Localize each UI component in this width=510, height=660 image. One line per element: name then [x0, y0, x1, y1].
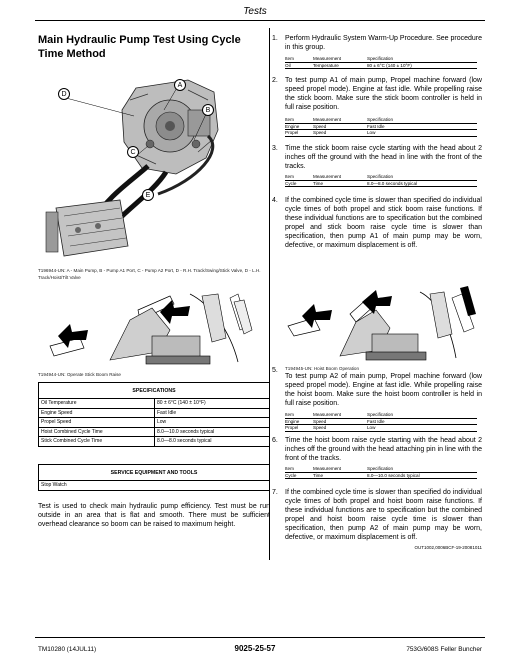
spec-measurement: Temperature [313, 62, 339, 68]
col-measurement: Measurement [313, 466, 342, 471]
col-item: Item [285, 174, 294, 179]
figure2-caption: T194944-UN: Operate Stick Boom Raise [38, 372, 121, 377]
col-specification: Specification [367, 412, 394, 417]
section-header: Tests [243, 6, 267, 17]
step-5-body [285, 366, 482, 408]
col-specification: Specification [367, 117, 394, 122]
service-tools-heading: SERVICE EQUIPMENT AND TOOLS [39, 465, 270, 481]
spec-measurement: Speed [313, 130, 327, 135]
step-text: To test pump A2 of main pump, Propel machine forward (low speed propel mode). Engine at fast idle. While propelling raise the hoist boom. Make sure the hoist boom controller is held in full raise position. [285, 373, 482, 407]
spec-label: Hoist Combined Cycle Time [39, 427, 155, 437]
step-1 [272, 34, 482, 52]
spec-label: Engine Speed [39, 408, 155, 418]
col-measurement: Measurement [313, 412, 342, 417]
callout-b: B [202, 104, 214, 116]
spec-item: Propel [285, 130, 299, 135]
spec-value: Fast Idle [367, 123, 385, 129]
spec-table-step-5 [285, 412, 477, 432]
spec-value: Low [367, 425, 376, 430]
table-row [39, 427, 270, 437]
spec-value: 8.0—8.0 seconds typical [155, 437, 270, 447]
step-2 [272, 76, 482, 112]
spec-table-step-2 [285, 117, 477, 137]
step-number: 4. [272, 197, 278, 204]
hoist-boom-operation-figure [280, 284, 480, 368]
spec-table-step-1 [285, 56, 477, 69]
step-text: If the combined cycle time is slower than specified do individual cycle times of both propel and stick boom raise functions. If these individual functions are to specification but the combined propel and stick boom raise cycle time is slower than specification, then pump A1 of main pump may be worn, defective, or maximum displacement is off. [285, 197, 482, 249]
header-rule [35, 20, 485, 21]
table-row [39, 481, 270, 491]
table-row [39, 418, 270, 428]
col-item: Item [285, 56, 294, 61]
service-tools-table [38, 464, 270, 491]
callout-d: D [58, 88, 70, 100]
col-measurement: Measurement [313, 117, 342, 122]
spec-item: Engine [285, 418, 300, 424]
spec-value: 8.0—10.0 seconds typical [367, 472, 420, 478]
footer-manual-id: TM10280 (14JUL11) [38, 646, 97, 653]
table-row [39, 399, 270, 409]
step-7 [272, 488, 482, 542]
footer-machine-model: 753G/608S Feller Buncher [406, 646, 482, 653]
spec-item: Propel [285, 425, 299, 430]
step-text: To test pump A1 of main pump, Propel machine forward (low speed propel mode). Engine at fast idle. While propelling raise the stick boom. Make sure the stick boom controller is held in full raise position. [285, 77, 482, 111]
specifications-heading: SPECIFICATIONS [39, 383, 270, 399]
callout-e: E [142, 189, 154, 201]
spec-measurement: Speed [313, 418, 327, 424]
col-specification: Specification [367, 56, 394, 61]
spec-label: Oil Temperature [39, 399, 155, 409]
spec-measurement: Time [313, 180, 324, 186]
step-4 [272, 196, 482, 250]
intro-paragraph: Test is used to check main hydraulic pump efficiency. Test must be run outside in an area that is flat and smooth. There must be sufficient overhead clearance so boom can be raised to maximum height. [38, 503, 270, 528]
spec-value: Low [367, 130, 376, 135]
step-6 [272, 436, 482, 463]
spec-item: Engine [285, 123, 300, 129]
col-specification: Specification [367, 174, 394, 179]
step-text: Time the stick boom raise cycle starting with the head about 2 inches off the ground with the head in line with the front of the tracks. [285, 145, 482, 170]
figure3-caption: T194945-UN: Hoist Boom Operation [285, 366, 360, 371]
step-5 [272, 366, 482, 408]
col-item: Item [285, 466, 294, 471]
spec-label: Stick Combined Cycle Time [39, 437, 155, 447]
spec-label: Propel Speed [39, 418, 155, 428]
col-item: Item [285, 412, 294, 417]
step-text: Perform Hydraulic System Warm-Up Procedure. See procedure in this group. [285, 35, 482, 51]
step-number: 2. [272, 77, 278, 84]
reference-code: OUT1002,0006BCF-19-20081011 [414, 545, 482, 550]
spec-item: Oil [285, 62, 291, 68]
service-tool: Stop Watch [39, 481, 270, 491]
spec-measurement: Time [313, 472, 324, 478]
stick-boom-raise-figure [40, 290, 262, 368]
spec-item: Cycle [285, 472, 297, 478]
col-measurement: Measurement [313, 56, 342, 61]
spec-value: 80 ± 6°C (140 ± 10°F) [155, 399, 270, 409]
step-number: 6. [272, 437, 278, 444]
callout-c: C [127, 146, 139, 158]
step-number: 3. [272, 145, 278, 152]
figure1-caption: T196944-UN: A - Main Pump, B - Pump A1 Port, C - Pump A2 Port, D - R.H. Track/Swing/Stick Valve, D - L.H. Track/Hoist/Tilt Valve [38, 268, 261, 280]
pump-diagram-figure [38, 70, 268, 265]
table-row [39, 408, 270, 418]
spec-value: Fast Idle [367, 418, 385, 424]
table-row [39, 437, 270, 447]
spec-value: Low [155, 418, 270, 428]
spec-value: 80 ± 6°C (140 ± 10°F) [367, 62, 412, 68]
spec-table-step-3 [285, 174, 477, 187]
spec-measurement: Speed [313, 123, 327, 129]
col-specification: Specification [367, 466, 394, 471]
step-number: 7. [272, 489, 278, 496]
step-3 [272, 144, 482, 171]
spec-value: Fast Idle [155, 408, 270, 418]
specifications-table [38, 382, 270, 447]
footer-page-number: 9025-25-57 [234, 644, 276, 653]
col-item: Item [285, 117, 294, 122]
spec-measurement: Speed [313, 425, 327, 430]
step-number: 1. [272, 35, 278, 42]
spec-table-step-6 [285, 466, 477, 479]
page-title: Main Hydraulic Pump Test Using Cycle Time Method [38, 34, 241, 60]
step-text: If the combined cycle time is slower than specified do individual cycle times of both propel and hoist boom raise functions. If these individual functions are to specification but the combined propel and hoist boom raise cycle time is slower than specification, then pump A2 of main pump may be worn, defective, or maximum displacement is off. [285, 489, 482, 541]
spec-value: 8.0—8.0 seconds typical [367, 180, 418, 186]
step-text: Time the hoist boom raise cycle starting with the head about 2 inches off the ground with the head attaching pin in line with the front of the tracks. [285, 437, 482, 462]
callout-a: A [174, 79, 186, 91]
spec-item: Cycle [285, 180, 297, 186]
spec-value: 8.0—10.0 seconds typical [155, 427, 270, 437]
step-number: 5. [272, 367, 278, 374]
col-measurement: Measurement [313, 174, 342, 179]
footer-rule [35, 637, 485, 638]
